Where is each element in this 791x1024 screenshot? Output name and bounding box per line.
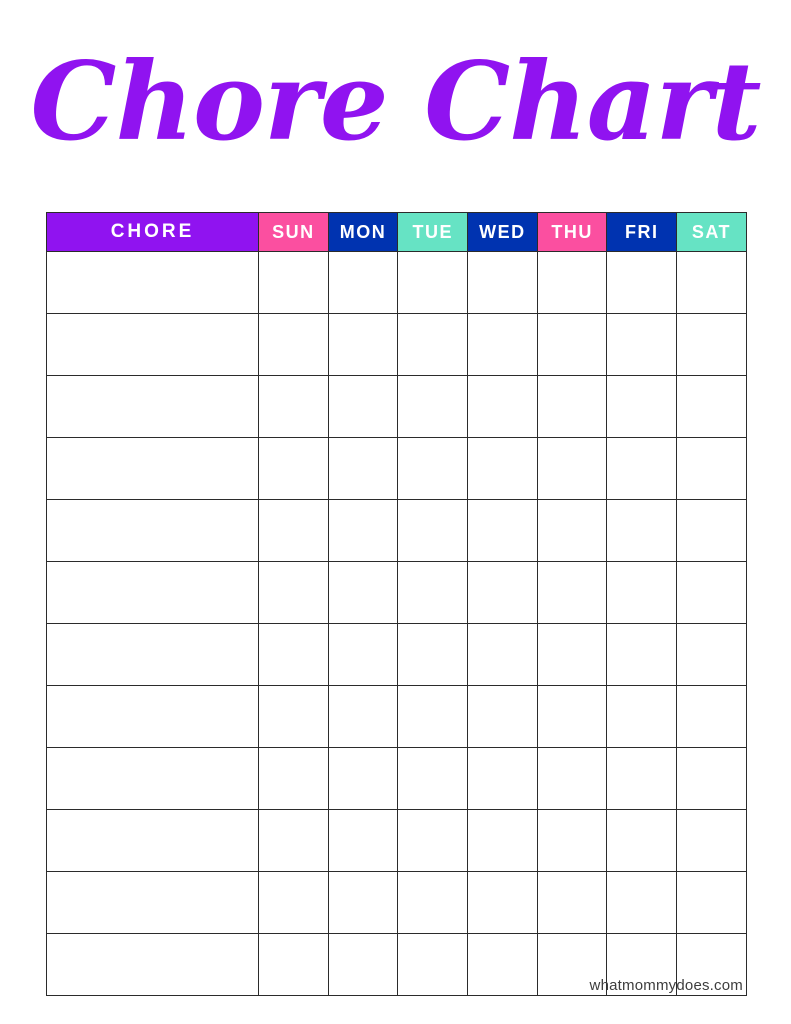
day-checkbox-cell[interactable]: [677, 438, 747, 500]
chore-chart-table: [46, 212, 747, 996]
day-checkbox-cell[interactable]: [607, 438, 677, 500]
table-row: [47, 438, 747, 500]
table-row: [47, 562, 747, 624]
day-checkbox-cell[interactable]: [328, 252, 398, 314]
chore-cell[interactable]: [47, 252, 259, 314]
day-checkbox-cell[interactable]: [398, 376, 468, 438]
chore-cell[interactable]: [47, 314, 259, 376]
column-header-thu: THU: [537, 213, 607, 252]
table-body: [47, 252, 747, 996]
column-header-sun: SUN: [259, 213, 329, 252]
day-checkbox-cell[interactable]: [259, 500, 329, 562]
day-checkbox-cell[interactable]: [537, 252, 607, 314]
table-row: [47, 686, 747, 748]
day-checkbox-cell[interactable]: [537, 624, 607, 686]
day-checkbox-cell[interactable]: [328, 438, 398, 500]
day-checkbox-cell[interactable]: [328, 562, 398, 624]
day-checkbox-cell[interactable]: [677, 686, 747, 748]
day-checkbox-cell[interactable]: [677, 748, 747, 810]
page-title: Chore Chart: [30, 39, 761, 165]
day-checkbox-cell[interactable]: [328, 314, 398, 376]
chore-cell[interactable]: [47, 376, 259, 438]
day-checkbox-cell[interactable]: [677, 314, 747, 376]
day-checkbox-cell[interactable]: [328, 748, 398, 810]
day-checkbox-cell[interactable]: [607, 748, 677, 810]
day-checkbox-cell[interactable]: [468, 934, 538, 996]
day-checkbox-cell[interactable]: [537, 872, 607, 934]
day-checkbox-cell[interactable]: [328, 934, 398, 996]
day-checkbox-cell[interactable]: [607, 872, 677, 934]
day-checkbox-cell[interactable]: [398, 500, 468, 562]
day-checkbox-cell[interactable]: [537, 748, 607, 810]
day-checkbox-cell[interactable]: [607, 314, 677, 376]
day-checkbox-cell[interactable]: [259, 376, 329, 438]
table-row: [47, 376, 747, 438]
day-checkbox-cell[interactable]: [468, 624, 538, 686]
day-checkbox-cell[interactable]: [328, 810, 398, 872]
footer-credit: whatmommydoes.com: [589, 977, 743, 994]
day-checkbox-cell[interactable]: [259, 252, 329, 314]
table-row: [47, 624, 747, 686]
day-checkbox-cell[interactable]: [259, 314, 329, 376]
column-header-wed: WED: [468, 213, 538, 252]
table-row: [47, 872, 747, 934]
day-checkbox-cell[interactable]: [468, 314, 538, 376]
day-checkbox-cell[interactable]: [468, 438, 538, 500]
day-checkbox-cell[interactable]: [259, 748, 329, 810]
day-checkbox-cell[interactable]: [398, 314, 468, 376]
day-checkbox-cell[interactable]: [468, 686, 538, 748]
day-checkbox-cell[interactable]: [607, 686, 677, 748]
chore-cell[interactable]: [47, 500, 259, 562]
day-checkbox-cell[interactable]: [259, 810, 329, 872]
day-checkbox-cell[interactable]: [537, 438, 607, 500]
chore-cell[interactable]: [47, 686, 259, 748]
day-checkbox-cell[interactable]: [607, 810, 677, 872]
day-checkbox-cell[interactable]: [537, 500, 607, 562]
chore-cell[interactable]: [47, 934, 259, 996]
day-checkbox-cell[interactable]: [259, 934, 329, 996]
day-checkbox-cell[interactable]: [328, 872, 398, 934]
table-row: [47, 500, 747, 562]
day-checkbox-cell[interactable]: [468, 376, 538, 438]
day-checkbox-cell[interactable]: [677, 624, 747, 686]
day-checkbox-cell[interactable]: [328, 686, 398, 748]
table-header: [47, 213, 747, 252]
day-checkbox-cell[interactable]: [259, 438, 329, 500]
day-checkbox-cell[interactable]: [398, 748, 468, 810]
day-checkbox-cell[interactable]: [537, 376, 607, 438]
column-header-tue: TUE: [398, 213, 468, 252]
day-checkbox-cell[interactable]: [398, 252, 468, 314]
chore-cell[interactable]: [47, 562, 259, 624]
day-checkbox-cell[interactable]: [328, 624, 398, 686]
day-checkbox-cell[interactable]: [398, 438, 468, 500]
day-checkbox-cell[interactable]: [398, 686, 468, 748]
day-checkbox-cell[interactable]: [468, 562, 538, 624]
table-header-row: [47, 213, 747, 252]
chore-cell[interactable]: [47, 438, 259, 500]
day-checkbox-cell[interactable]: [328, 500, 398, 562]
day-checkbox-cell[interactable]: [537, 314, 607, 376]
day-checkbox-cell[interactable]: [398, 810, 468, 872]
day-checkbox-cell[interactable]: [259, 562, 329, 624]
day-checkbox-cell[interactable]: [398, 934, 468, 996]
day-checkbox-cell[interactable]: [677, 252, 747, 314]
day-checkbox-cell[interactable]: [259, 686, 329, 748]
day-checkbox-cell[interactable]: [677, 562, 747, 624]
day-checkbox-cell[interactable]: [677, 810, 747, 872]
chore-cell[interactable]: [47, 810, 259, 872]
column-header-mon: MON: [328, 213, 398, 252]
table-row: [47, 748, 747, 810]
day-checkbox-cell[interactable]: [607, 500, 677, 562]
day-checkbox-cell[interactable]: [468, 748, 538, 810]
chore-chart-table-wrapper: [46, 212, 746, 996]
table-row: [47, 252, 747, 314]
table-row: [47, 314, 747, 376]
column-header-sat: SAT: [677, 213, 747, 252]
day-checkbox-cell[interactable]: [677, 376, 747, 438]
day-checkbox-cell[interactable]: [537, 562, 607, 624]
day-checkbox-cell[interactable]: [259, 624, 329, 686]
column-header-chore: CHORE: [47, 213, 259, 252]
chore-cell[interactable]: [47, 624, 259, 686]
day-checkbox-cell[interactable]: [537, 686, 607, 748]
day-checkbox-cell[interactable]: [398, 624, 468, 686]
table-row: [47, 810, 747, 872]
day-checkbox-cell[interactable]: [468, 872, 538, 934]
column-header-fri: FRI: [607, 213, 677, 252]
day-checkbox-cell[interactable]: [677, 500, 747, 562]
day-checkbox-cell[interactable]: [607, 624, 677, 686]
chore-cell[interactable]: [47, 748, 259, 810]
day-checkbox-cell[interactable]: [537, 810, 607, 872]
day-checkbox-cell[interactable]: [677, 872, 747, 934]
day-checkbox-cell[interactable]: [328, 376, 398, 438]
day-checkbox-cell[interactable]: [468, 252, 538, 314]
day-checkbox-cell[interactable]: [259, 872, 329, 934]
chore-cell[interactable]: [47, 872, 259, 934]
day-checkbox-cell[interactable]: [607, 252, 677, 314]
day-checkbox-cell[interactable]: [398, 562, 468, 624]
day-checkbox-cell[interactable]: [468, 810, 538, 872]
day-checkbox-cell[interactable]: [398, 872, 468, 934]
day-checkbox-cell[interactable]: [607, 562, 677, 624]
day-checkbox-cell[interactable]: [468, 500, 538, 562]
day-checkbox-cell[interactable]: [607, 376, 677, 438]
